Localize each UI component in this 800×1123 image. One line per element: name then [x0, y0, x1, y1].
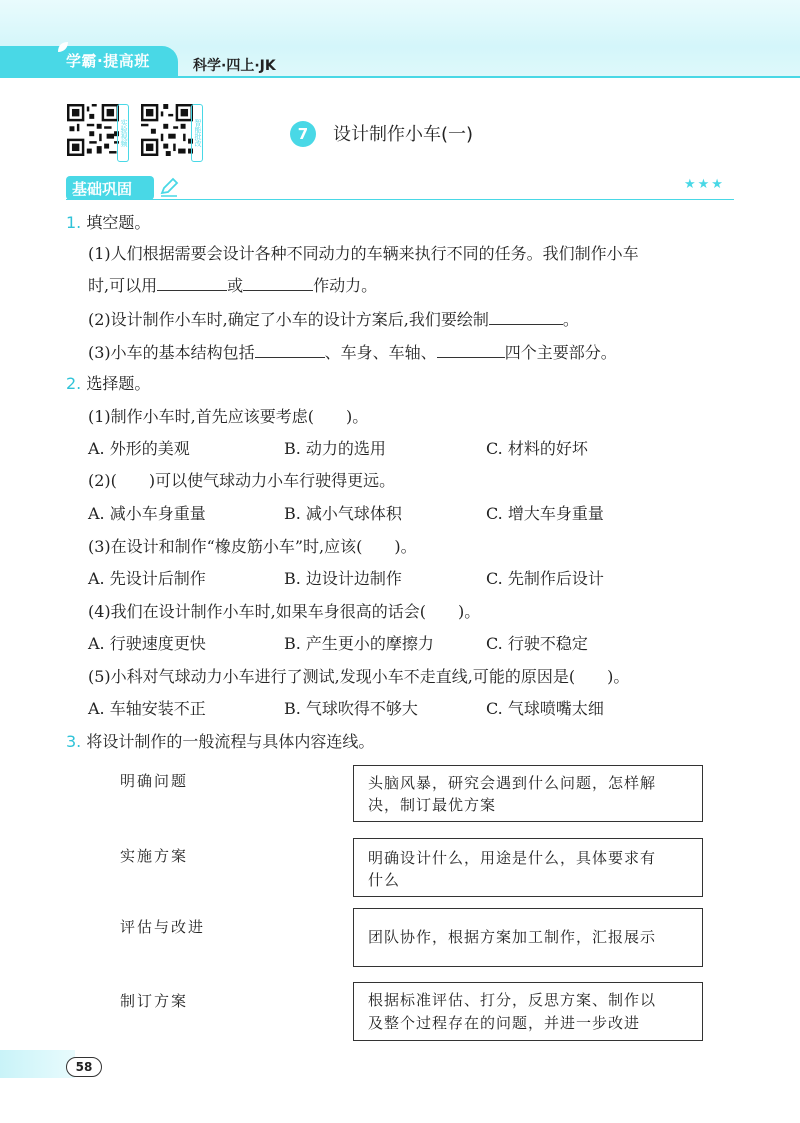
qr-tag-grading: 智能批改 — [191, 104, 203, 162]
text: (3)小车的基本结构包括 — [88, 343, 255, 362]
q2-item-3-option-b[interactable]: B. 边设计边制作 — [284, 569, 402, 588]
answer-blank[interactable] — [157, 274, 227, 291]
match-right-text: 什么 — [368, 871, 401, 889]
question-title: 填空题。 — [86, 213, 151, 232]
text: 时,可以用 — [88, 276, 158, 295]
question-2-heading — [66, 373, 150, 395]
qr-code-icon — [141, 104, 193, 156]
q2-item-4-option-c[interactable]: C. 行驶不稳定 — [486, 634, 588, 653]
pencil-icon — [158, 176, 180, 198]
q1-part1-line2 — [88, 274, 377, 297]
q2-item-5-option-c[interactable]: C. 气球喷嘴太细 — [486, 699, 604, 718]
question-number: 3. — [66, 732, 82, 751]
q2-item-5-stem: (5)小科对气球动力小车进行了测试,发现小车不走直线,可能的原因是( )。 — [88, 667, 630, 686]
match-right-box-3[interactable] — [353, 908, 703, 967]
q2-item-4-option-a[interactable]: A. 行驶速度更快 — [88, 634, 206, 653]
q2-item-2-option-a[interactable]: A. 减小车身重量 — [88, 504, 206, 523]
page-number: 58 — [66, 1057, 102, 1077]
difficulty-stars: ★★★ — [684, 177, 725, 192]
qr-code-grading[interactable] — [141, 104, 203, 160]
match-right-box-1[interactable] — [353, 765, 703, 822]
match-right-text: 根据标准评估、打分，反思方案、制作以 — [368, 991, 657, 1009]
match-right-box-2[interactable] — [353, 838, 703, 897]
header-divider — [0, 76, 800, 78]
text: 四个主要部分。 — [504, 343, 617, 362]
text: 。 — [562, 310, 579, 329]
answer-blank[interactable] — [489, 308, 563, 325]
question-title: 选择题。 — [86, 374, 151, 393]
q1-part3 — [88, 341, 617, 364]
brand-title: 学霸·提高班 — [66, 52, 150, 70]
match-left-item-4[interactable]: 制订方案 — [120, 992, 189, 1010]
answer-blank[interactable] — [255, 341, 325, 358]
q2-item-4-stem: (4)我们在设计制作小车时,如果车身很高的话会( )。 — [88, 602, 481, 621]
lesson-number-badge: 7 — [290, 121, 316, 147]
q1-part1-line1: (1)人们根据需要会设计各种不同动力的车辆来执行不同的任务。我们制作小车 — [88, 244, 639, 263]
q2-item-1-option-b[interactable]: B. 动力的选用 — [284, 439, 386, 458]
q2-item-4-option-b[interactable]: B. 产生更小的摩擦力 — [284, 634, 434, 653]
lesson-title: 设计制作小车(一) — [333, 124, 474, 145]
section-label: 基础巩固 — [72, 180, 133, 198]
match-right-text: 决，制订最优方案 — [368, 796, 497, 814]
match-left-item-3[interactable]: 评估与改进 — [120, 918, 206, 936]
q2-item-1-stem: (1)制作小车时,首先应该要考虑( )。 — [88, 407, 369, 426]
footer-band — [0, 1050, 75, 1078]
match-right-text: 及整个过程存在的问题，并进一步改进 — [368, 1014, 641, 1032]
qr-code-icon — [67, 104, 119, 156]
question-1-heading — [66, 212, 150, 234]
text: (2)设计制作小车时,确定了小车的设计方案后,我们要绘制 — [88, 310, 489, 329]
answer-blank[interactable] — [437, 341, 505, 358]
text: 作动力。 — [313, 276, 378, 295]
match-left-item-1[interactable]: 明确问题 — [120, 772, 189, 790]
q1-part2 — [88, 308, 579, 331]
section-divider — [66, 199, 734, 200]
q2-item-1-option-c[interactable]: C. 材料的好坏 — [486, 439, 588, 458]
q2-item-3-option-c[interactable]: C. 先制作后设计 — [486, 569, 604, 588]
question-number: 1. — [66, 213, 82, 232]
q2-item-1-option-a[interactable]: A. 外形的美观 — [88, 439, 190, 458]
q2-item-2-stem: (2)( )可以使气球动力小车行驶得更远。 — [88, 471, 396, 490]
subject-label: 科学·四上·JK — [193, 58, 276, 74]
q2-item-3-stem: (3)在设计和制作“橡皮筋小车”时,应该( )。 — [88, 537, 417, 556]
q2-item-3-option-a[interactable]: A. 先设计后制作 — [88, 569, 206, 588]
q2-item-5-option-a[interactable]: A. 车轴安装不正 — [88, 699, 206, 718]
match-right-text: 明确设计什么，用途是什么，具体要求有 — [368, 849, 657, 867]
match-right-box-4[interactable] — [353, 982, 703, 1041]
match-right-text: 团队协作，根据方案加工制作，汇报展示 — [368, 928, 657, 946]
answer-blank[interactable] — [243, 274, 313, 291]
question-title: 将设计制作的一般流程与具体内容连线。 — [86, 732, 375, 751]
text: 、车身、车轴、 — [324, 343, 437, 362]
q2-item-2-option-c[interactable]: C. 增大车身重量 — [486, 504, 604, 523]
qr-code-video[interactable] — [67, 104, 129, 160]
question-number: 2. — [66, 374, 82, 393]
q2-item-5-option-b[interactable]: B. 气球吹得不够大 — [284, 699, 418, 718]
question-3-heading — [66, 731, 374, 753]
qr-tag-video: 实验视频 — [117, 104, 129, 162]
match-right-text: 头脑风暴，研究会遇到什么问题，怎样解 — [368, 774, 657, 792]
match-left-item-2[interactable]: 实施方案 — [120, 847, 189, 865]
text: 或 — [227, 276, 244, 295]
q2-item-2-option-b[interactable]: B. 减小气球体积 — [284, 504, 402, 523]
